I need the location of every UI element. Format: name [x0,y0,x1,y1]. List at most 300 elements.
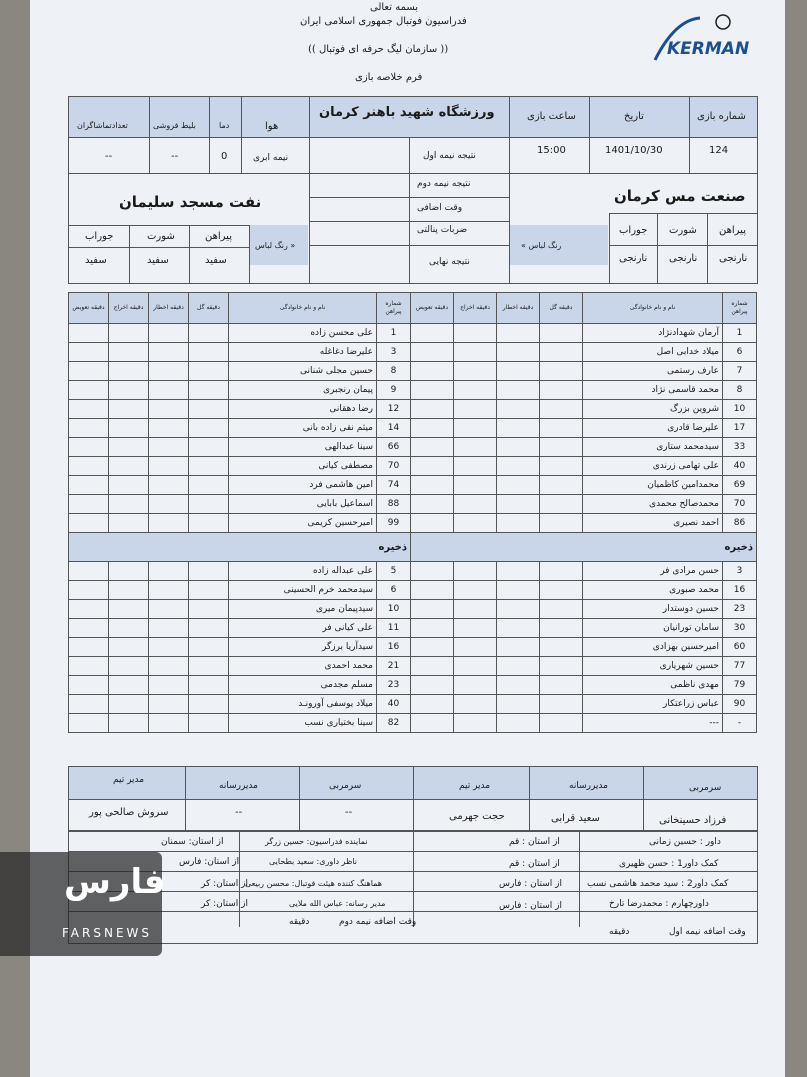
home-player-number: - [723,714,757,733]
home-col-red: دقیقه اخراج [454,293,497,324]
away-team-mgr-label: مدیر تیم [113,775,145,785]
home-player-number: 77 [723,657,757,676]
away-player-name: پیمان رنجبری [229,381,377,400]
home-minute-cell [411,476,454,495]
table-row [411,714,757,733]
home-minute-cell [497,514,540,533]
extra-label: وقت اضافی [417,203,463,213]
spectators-label: تعدادتماشاگران [77,121,128,130]
home-minute-cell [497,324,540,343]
home-minute-cell [411,562,454,581]
away-minute-cell [189,514,229,533]
sh-extra-label: وقت اضافه نیمه دوم [339,917,417,927]
away-minute-cell [109,457,149,476]
away-player-name: سینا عبدالهی [229,438,377,457]
away-minute-cell [109,438,149,457]
home-player-name: محمد قاسمی نژاد [583,381,723,400]
away-player-name: حسین مجلی شنانی [229,362,377,381]
home-minute-cell [540,714,583,733]
away-minute-cell [69,619,109,638]
away-player-name: سیدپیمان میری [229,600,377,619]
away-minute-cell [109,562,149,581]
away-minute-cell [69,438,109,457]
away-minute-cell [109,638,149,657]
away-minute-cell [69,495,109,514]
home-minute-cell [540,400,583,419]
away-player-name: سینا بختیاری نسب [229,714,377,733]
table-row [411,514,757,533]
away-shorts: سفید [147,255,169,266]
home-minute-cell [454,419,497,438]
away-player-name: سیدمحمد خرم الحسینی [229,581,377,600]
away-minute-cell [149,638,189,657]
away-player-name: مصطفی کیانی [229,457,377,476]
away-player-number: 74 [377,476,411,495]
away-player-name: علی عبداله زاده [229,562,377,581]
home-col-no: شماره پیراهن [723,293,757,324]
away-minute-cell [109,657,149,676]
home-minute-cell [411,324,454,343]
home-minute-cell [497,562,540,581]
away-minute-cell [149,562,189,581]
away-player-number: 66 [377,438,411,457]
away-player-number: 70 [377,457,411,476]
home-minute-cell [540,695,583,714]
away-minute-cell [109,714,149,733]
home-subs-heading: ذخیره [411,533,757,562]
home-player-name: میلاد خدابی اصل [583,343,723,362]
tickets-value: -- [171,151,179,162]
table-row [69,600,411,619]
away-minute-cell [69,324,109,343]
logo-text: KERMAN [667,39,750,59]
home-player-name: آرمان شهدادنژاد [583,324,723,343]
away-player-number: 21 [377,657,411,676]
home-socks-label: جوراب [619,225,648,236]
home-minute-cell [497,676,540,695]
home-minute-cell [497,581,540,600]
home-minute-cell [497,457,540,476]
referee: داور : حسین زمانی [649,837,721,847]
home-minute-cell [454,476,497,495]
home-player-name: علیرضا قادری [583,419,723,438]
home-player-number: 6 [723,343,757,362]
away-player-number: 10 [377,600,411,619]
home-minute-cell [540,343,583,362]
home-minute-cell [411,619,454,638]
tickets-label: بلیط فروشی [153,121,196,130]
ht-label: نتیجه نیمه اول [423,151,476,161]
home-minute-cell [454,343,497,362]
home-player-number: 7 [723,362,757,381]
home-media-label: مدیررسانه [569,781,608,791]
home-minute-cell [411,600,454,619]
home-player-number: 86 [723,514,757,533]
away-media: -- [235,807,243,818]
home-minute-cell [540,495,583,514]
away-col-red: دقیقه اخراج [109,293,149,324]
home-minute-cell [497,362,540,381]
table-row [411,657,757,676]
home-minute-cell [497,714,540,733]
away-minute-cell [149,676,189,695]
home-minute-cell [454,657,497,676]
away-team-name: نفت مسجد سلیمان [119,193,262,211]
home-minute-cell [411,581,454,600]
ar1-from: از استان : قم [509,859,560,869]
home-player-number: 8 [723,381,757,400]
away-minute-cell [149,600,189,619]
home-minute-cell [540,381,583,400]
table-row [69,562,411,581]
home-minute-cell [497,638,540,657]
home-player-name: شروین بزرگ [583,400,723,419]
ar2: کمک داور2 : سید محمد هاشمی نسب [587,879,729,889]
home-player-number: 16 [723,581,757,600]
temp-value: 0 [221,151,228,162]
table-row [69,676,411,695]
match-date: 1401/10/30 [605,145,663,156]
table-row [69,324,411,343]
home-minute-cell [540,476,583,495]
away-coach: -- [345,807,353,818]
match-info-box [68,96,758,284]
home-player-number: 90 [723,695,757,714]
home-minute-cell [540,419,583,438]
away-minute-cell [189,695,229,714]
away-col-name: نام و نام خانوادگی [229,293,377,324]
stadium-name: ورزشگاه شهید باهنر کرمان [319,105,495,120]
away-player-name: سیدآریا برزگر [229,638,377,657]
table-row [411,695,757,714]
table-row [411,362,757,381]
away-media-label: مدیررسانه [219,781,258,791]
obs-from: از استان: فارس [179,857,240,867]
away-player-number: 12 [377,400,411,419]
home-minute-cell [411,457,454,476]
away-minute-cell [69,514,109,533]
away-minute-cell [109,362,149,381]
home-team-mgr-label: مدیر تیم [459,781,491,791]
home-minute-cell [454,400,497,419]
table-row [69,457,411,476]
home-minute-cell [497,695,540,714]
bismillah: بسمه تعالی [370,2,419,13]
temp-label: دما [219,121,230,130]
fed-rep: نماینده فدراسیون: حسین زرگر [265,837,368,846]
table-row [411,581,757,600]
home-player-name: عارف رستمی [583,362,723,381]
home-minute-cell [454,514,497,533]
table-row [69,714,411,733]
away-minute-cell [109,514,149,533]
table-row [411,381,757,400]
home-col-goal: دقیقه گل [540,293,583,324]
table-row [411,495,757,514]
ar2-from: از استان : فارس [499,879,562,889]
away-minute-cell [189,381,229,400]
home-player-name: علی تهامی زرندی [583,457,723,476]
home-minute-cell [454,581,497,600]
away-minute-cell [69,600,109,619]
home-minute-cell [454,438,497,457]
ref-observer: ناظر داوری: سعید بطحایی [269,857,358,866]
home-player-number: 3 [723,562,757,581]
home-player-name: امیرحسین بهزادی [583,638,723,657]
home-minute-cell [411,657,454,676]
home-kit-label: « رنگ لباس [521,241,562,250]
away-player-name: رضا دهقانی [229,400,377,419]
table-row [69,343,411,362]
away-minute-cell [69,343,109,362]
away-minute-cell [149,581,189,600]
home-minute-cell [540,362,583,381]
home-minute-cell [497,343,540,362]
rep-from: از استان: سمنان [161,837,224,847]
farsnews-text: FARSNEWS [62,926,153,940]
table-row [69,419,411,438]
away-player-number: 6 [377,581,411,600]
away-player-name: علیرضا دغاغله [229,343,377,362]
time-label: ساعت بازی [527,111,576,122]
table-row [411,476,757,495]
away-minute-cell [149,362,189,381]
away-minute-cell [189,600,229,619]
media-manager: مدیر رسانه: عباس الله ملایی [289,899,386,908]
away-player-number: 1 [377,324,411,343]
officials-box [68,830,758,944]
home-minute-cell [411,495,454,514]
home-player-name: محمد صبوری [583,581,723,600]
away-player-name: امیرحسین کریمی [229,514,377,533]
away-minute-cell [189,400,229,419]
home-minute-cell [540,638,583,657]
away-minute-cell [189,324,229,343]
sh-label: نتیجه نیمه دوم [417,179,471,189]
away-minute-cell [189,495,229,514]
away-minute-cell [109,324,149,343]
away-player-number: 40 [377,695,411,714]
away-minute-cell [69,381,109,400]
federation-title: فدراسیون فوتبال جمهوری اسلامی ایران [300,16,467,27]
kerman-logo [645,10,755,70]
away-player-number: 23 [377,676,411,695]
away-minute-cell [109,695,149,714]
home-minute-cell [540,619,583,638]
away-col-sub: دقیقه تعویض [69,293,109,324]
home-minute-cell [454,324,497,343]
home-minute-cell [540,514,583,533]
away-minute-cell [69,714,109,733]
home-player-name: حسین دوستدار [583,600,723,619]
home-team-name: صنعت مس کرمان [614,187,746,205]
away-col-no: شماره پیراهن [377,293,411,324]
home-minute-cell [497,476,540,495]
away-minute-cell [189,476,229,495]
away-player-name: علی محسن زاده [229,324,377,343]
away-minute-cell [109,676,149,695]
home-player-name: محمدامین کاظمیان [583,476,723,495]
home-minute-cell [454,600,497,619]
away-socks-label: جوراب [85,231,114,242]
home-socks: نارنجی [619,253,648,264]
home-minute-cell [411,514,454,533]
home-player-number: 1 [723,324,757,343]
away-minute-cell [189,419,229,438]
away-minute-cell [189,676,229,695]
home-minute-cell [540,600,583,619]
away-minute-cell [189,562,229,581]
away-team-mgr: سروش صالحی پور [89,807,169,818]
away-player-name: میلاد یوسفی آورونـد [229,695,377,714]
table-row [411,562,757,581]
home-player-name: عباس زراعتکار [583,695,723,714]
weather-value: نیمه ابری [253,153,289,163]
home-minute-cell [454,695,497,714]
away-shirt: سفید [205,255,227,266]
home-minute-cell [454,362,497,381]
home-minute-cell [411,343,454,362]
away-player-number: 11 [377,619,411,638]
away-shorts-label: شورت [147,231,175,242]
away-minute-cell [189,638,229,657]
table-row [411,457,757,476]
match-time: 15:00 [537,145,566,156]
table-row [411,419,757,438]
away-player-name: محمد احمدی [229,657,377,676]
home-minute-cell [411,362,454,381]
away-minute-cell [149,657,189,676]
away-minute-cell [69,638,109,657]
home-minute-cell [411,638,454,657]
staff-box [68,766,758,832]
table-row [411,638,757,657]
home-player-number: 60 [723,638,757,657]
home-player-name: حسین شهریاری [583,657,723,676]
away-minute-cell [149,324,189,343]
home-player-name: سیدمحمد ستاری [583,438,723,457]
away-minute-cell [189,438,229,457]
home-minute-cell [540,457,583,476]
home-team-mgr: حجت جهرمی [449,811,505,822]
home-minute-cell [540,324,583,343]
home-shirt: نارنجی [719,253,748,264]
away-shirt-label: پیراهن [205,231,232,242]
away-minute-cell [149,400,189,419]
away-col-yellow: دقیقه اخطار [149,293,189,324]
away-minute-cell [189,362,229,381]
home-shirt-label: پیراهن [719,225,746,236]
away-player-number: 88 [377,495,411,514]
home-minute-cell [454,714,497,733]
home-minute-cell [454,457,497,476]
league-org: (( سازمان لیگ حرفه ای فوتبال )) [308,44,449,55]
away-minute-cell [149,419,189,438]
home-player-number: 17 [723,419,757,438]
away-minute-cell [189,714,229,733]
away-minute-cell [69,695,109,714]
home-media: سعید قرابی [551,813,600,824]
away-minute-cell [69,657,109,676]
table-row [69,514,411,533]
spectators-value: -- [105,151,113,162]
home-player-number: 70 [723,495,757,514]
home-player-name: احمد نصیری [583,514,723,533]
away-minute-cell [189,343,229,362]
home-minute-cell [454,638,497,657]
weather-label: هوا [265,121,279,132]
table-row [411,676,757,695]
home-player-name: محمدصالح محمدی [583,495,723,514]
away-minute-cell [149,619,189,638]
away-minute-cell [149,476,189,495]
home-minute-cell [411,419,454,438]
home-player-name: سامان تورانیان [583,619,723,638]
away-minute-cell [149,695,189,714]
away-minute-cell [69,419,109,438]
away-minute-cell [109,476,149,495]
home-minute-cell [540,657,583,676]
away-minute-cell [69,476,109,495]
away-minute-cell [69,362,109,381]
away-player-number: 14 [377,419,411,438]
away-minute-cell [69,457,109,476]
table-row [411,438,757,457]
home-minute-cell [411,400,454,419]
away-minute-cell [109,343,149,362]
away-player-number: 5 [377,562,411,581]
home-minute-cell [497,400,540,419]
away-minute-cell [109,419,149,438]
home-minute-cell [497,381,540,400]
table-row [69,619,411,638]
away-minute-cell [149,514,189,533]
home-minute-cell [540,438,583,457]
ht-extra-minute: دقیقه [609,927,630,937]
away-minute-cell [109,381,149,400]
home-minute-cell [411,676,454,695]
away-player-number: 3 [377,343,411,362]
away-minute-cell [189,581,229,600]
home-player-name: مهدی ناظمی [583,676,723,695]
match-no-label: شماره بازی [697,111,746,122]
fourth-official: داورچهارم : محمدرضا تارخ [609,899,709,909]
home-minute-cell [540,562,583,581]
sh-extra-minute: دقیقه [289,917,310,927]
table-row [69,495,411,514]
away-player-name: مسلم مجدمی [229,676,377,695]
home-minute-cell [454,619,497,638]
table-row [411,343,757,362]
away-coach-label: سرمربی [329,781,362,791]
home-minute-cell [497,495,540,514]
fourth-from: از استان : فارس [499,901,562,911]
coordinator: هماهنگ کننده هیئت فوتبال: محسن ربیعی [245,879,382,888]
farsnews-watermark [0,852,166,956]
home-col-sub: دقیقه تعویض [411,293,454,324]
home-minute-cell [497,657,540,676]
match-no: 124 [709,145,729,156]
home-minute-cell [540,581,583,600]
away-player-number: 9 [377,381,411,400]
away-minute-cell [149,714,189,733]
table-row [411,400,757,419]
table-row [411,600,757,619]
away-kit-label: رنگ لباس » [255,241,296,250]
table-row [69,695,411,714]
away-minute-cell [109,581,149,600]
home-minute-cell [454,381,497,400]
